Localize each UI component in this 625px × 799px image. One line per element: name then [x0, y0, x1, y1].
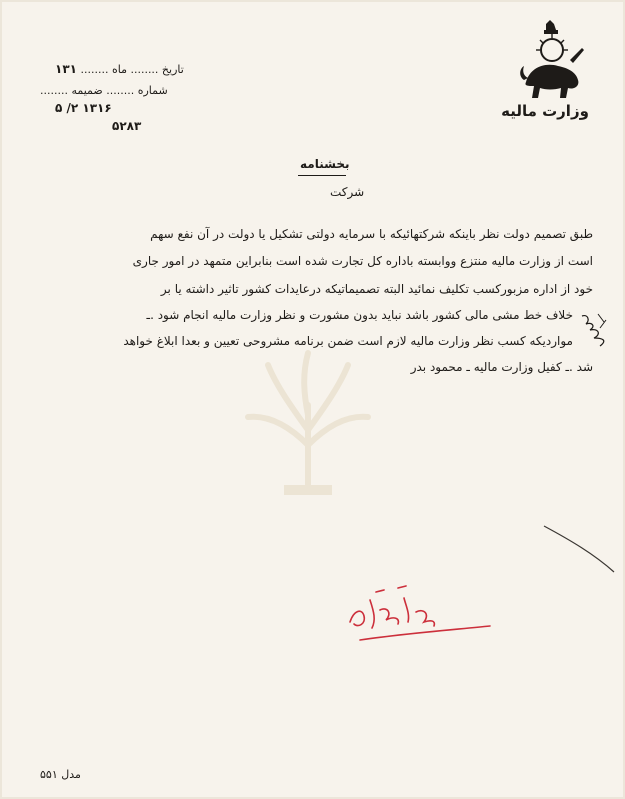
form-model-number: مدل ۵۵۱ [40, 768, 81, 781]
body-line: است از وزارت ماليه منتزع ووابسته باداره كل تجارت شده است بنابراين متمهد در امور جارى [132, 254, 593, 268]
stray-pen-mark-icon [540, 520, 620, 580]
number-field: شماره ........ ضميمه ........ [40, 84, 168, 97]
body-line: طبق تصميم دولت نظر باينكه شركتهائيكه با سرمايه دولتى تشكيل يا دولت در آن نفع سهم [150, 227, 593, 241]
red-signature-icon [340, 570, 500, 655]
margin-handwriting-icon [578, 310, 616, 350]
lion-and-sun-emblem-icon [516, 20, 586, 106]
number-written-value: ۵۲۸۳ [112, 119, 142, 133]
body-line: خلاف خط مشى مالى كشور باشد نبايد بدون مشورت و نظر وزارت ماليه انجام شود .ـ [146, 308, 573, 322]
date-written [55, 101, 112, 115]
body-line: شد .ـ كفيل وزارت ماليه ـ محمود بدر [410, 360, 593, 374]
body-line: مواردیكه كسب نظر وزارت ماليه لازم است ضمن برنامه مشروحی تعيين و بعدا ابلاغ خواهد [123, 334, 573, 348]
ministry-name: وزارت ماليه [501, 102, 589, 120]
addressee: شركت [330, 185, 365, 199]
number-written [112, 119, 141, 133]
year-prefix: ۱۳۱ [55, 62, 77, 76]
date-label: تاريخ ........ ماه ........ [80, 63, 184, 76]
title-underline [298, 175, 346, 176]
watermark-icon [228, 345, 388, 505]
body-line: خود از اداره مزبوركسب تكليف نمائيد البته تصميماتيكه درعايدات كشور تاثير داشته يا بر [160, 282, 593, 296]
date-field [55, 62, 184, 76]
date-written-value: ۱۳۱۶ ۲/ ۵ [55, 101, 112, 115]
document-title: بخشنامه [300, 157, 350, 171]
